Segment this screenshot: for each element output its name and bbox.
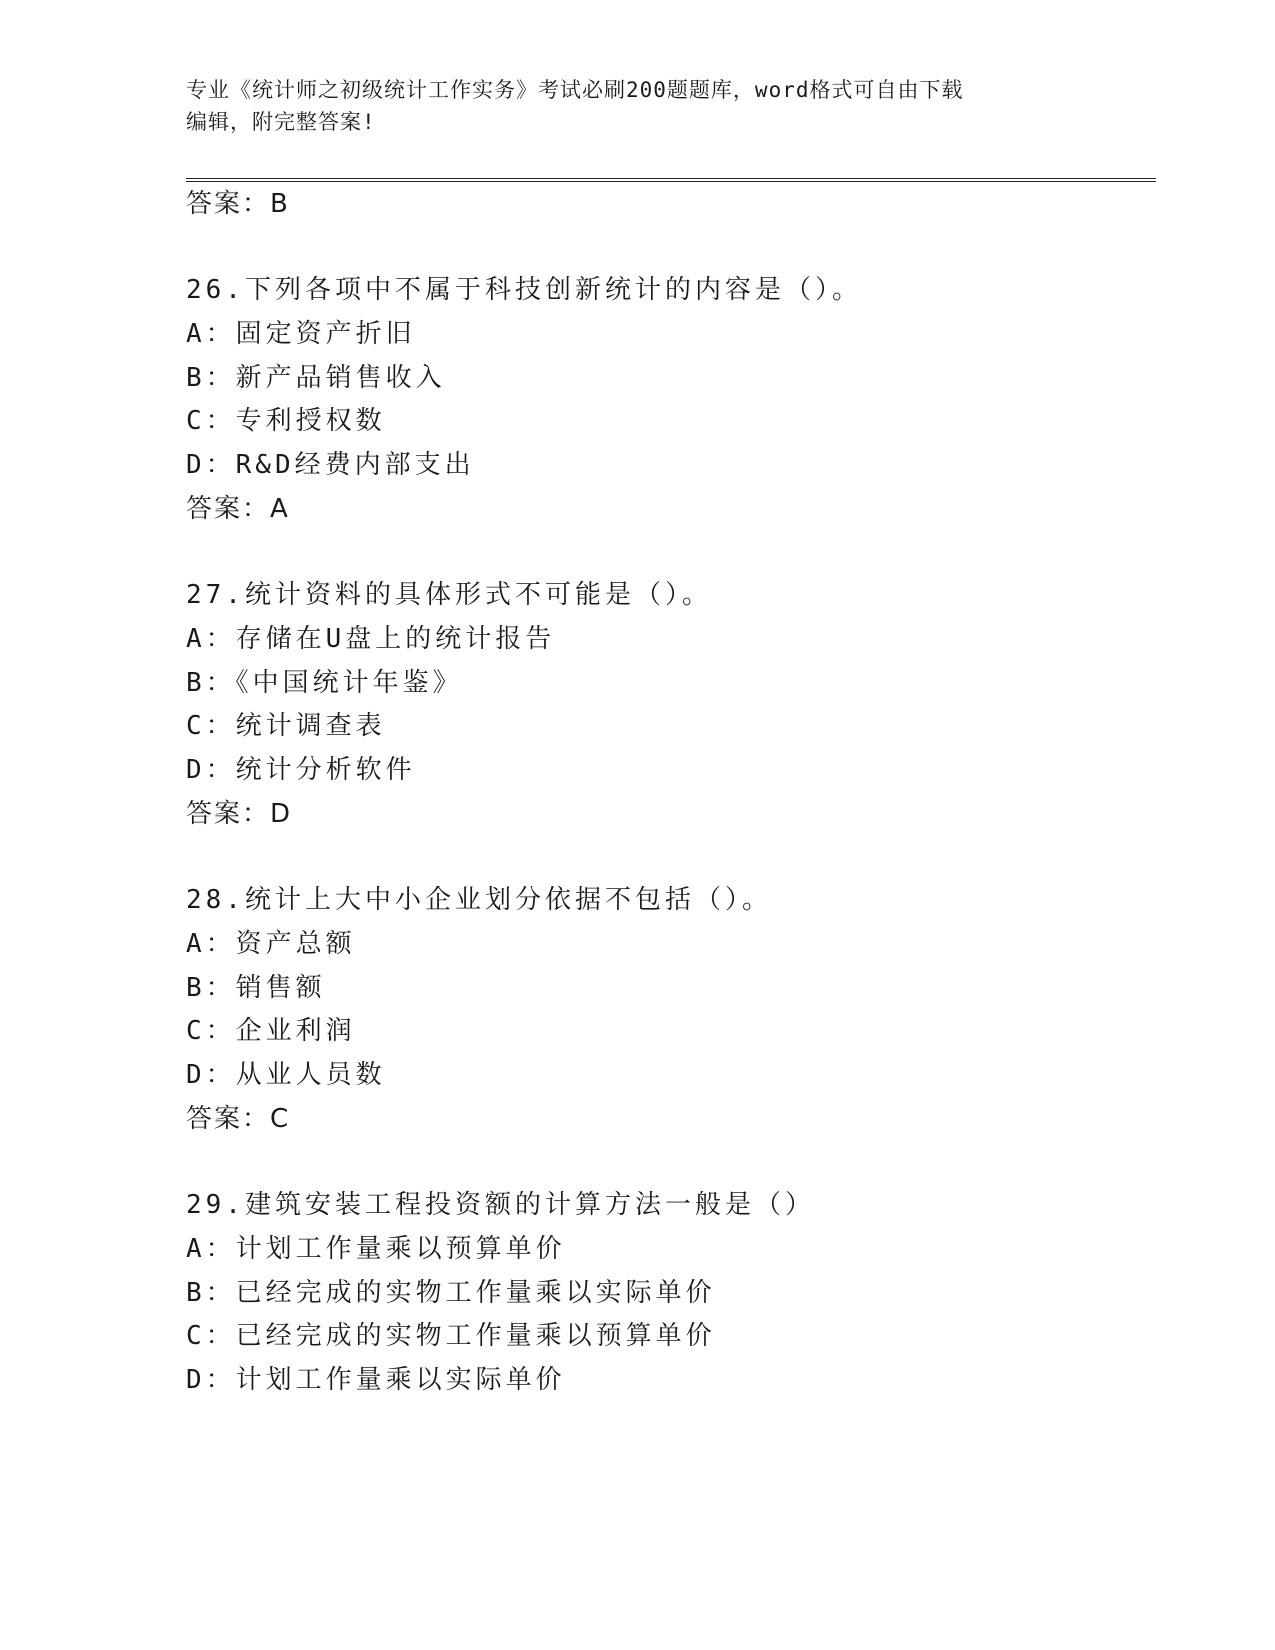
- option-28-a: A：资产总额: [186, 929, 356, 959]
- question-stem-27: 27.统计资料的具体形式不可能是（）。: [186, 580, 712, 610]
- header-line-1: 专业《统计师之初级统计工作实务》考试必刷200题题库，word格式可自由下载: [186, 78, 964, 102]
- option-26-b: B：新产品销售收入: [186, 363, 446, 393]
- option-29-a: A：计划工作量乘以预算单价: [186, 1234, 566, 1264]
- question-stem-28: 28.统计上大中小企业划分依据不包括（）。: [186, 885, 772, 915]
- option-26-a: A：固定资产折旧: [186, 319, 416, 349]
- header-divider: [186, 178, 1156, 182]
- option-28-d: D：从业人员数: [186, 1060, 386, 1090]
- answer-line-27: 答案：D: [186, 799, 293, 829]
- option-26-d: D：R&D经费内部支出: [186, 450, 475, 480]
- option-27-d: D：统计分析软件: [186, 755, 416, 785]
- answer-line-25: 答案：B: [186, 189, 290, 219]
- answer-line-28: 答案：C: [186, 1104, 291, 1134]
- document-header: [186, 74, 1086, 138]
- option-29-c: C：已经完成的实物工作量乘以预算单价: [186, 1321, 716, 1351]
- option-29-d: D：计划工作量乘以实际单价: [186, 1365, 566, 1395]
- option-27-b: B：《中国统计年鉴》: [186, 668, 463, 698]
- answer-line-26: 答案：A: [186, 494, 290, 524]
- option-27-a: A：存储在U盘上的统计报告: [186, 624, 556, 654]
- question-stem-26: 26.下列各项中不属于科技创新统计的内容是（）。: [186, 275, 862, 305]
- option-28-b: B：销售额: [186, 973, 326, 1003]
- header-line-2: 编辑，附完整答案!: [186, 110, 376, 134]
- option-26-c: C：专利授权数: [186, 406, 386, 436]
- option-27-c: C：统计调查表: [186, 711, 386, 741]
- question-stem-29: 29.建筑安装工程投资额的计算方法一般是（）: [186, 1190, 815, 1220]
- option-29-b: B：已经完成的实物工作量乘以实际单价: [186, 1278, 716, 1308]
- option-28-c: C：企业利润: [186, 1016, 356, 1046]
